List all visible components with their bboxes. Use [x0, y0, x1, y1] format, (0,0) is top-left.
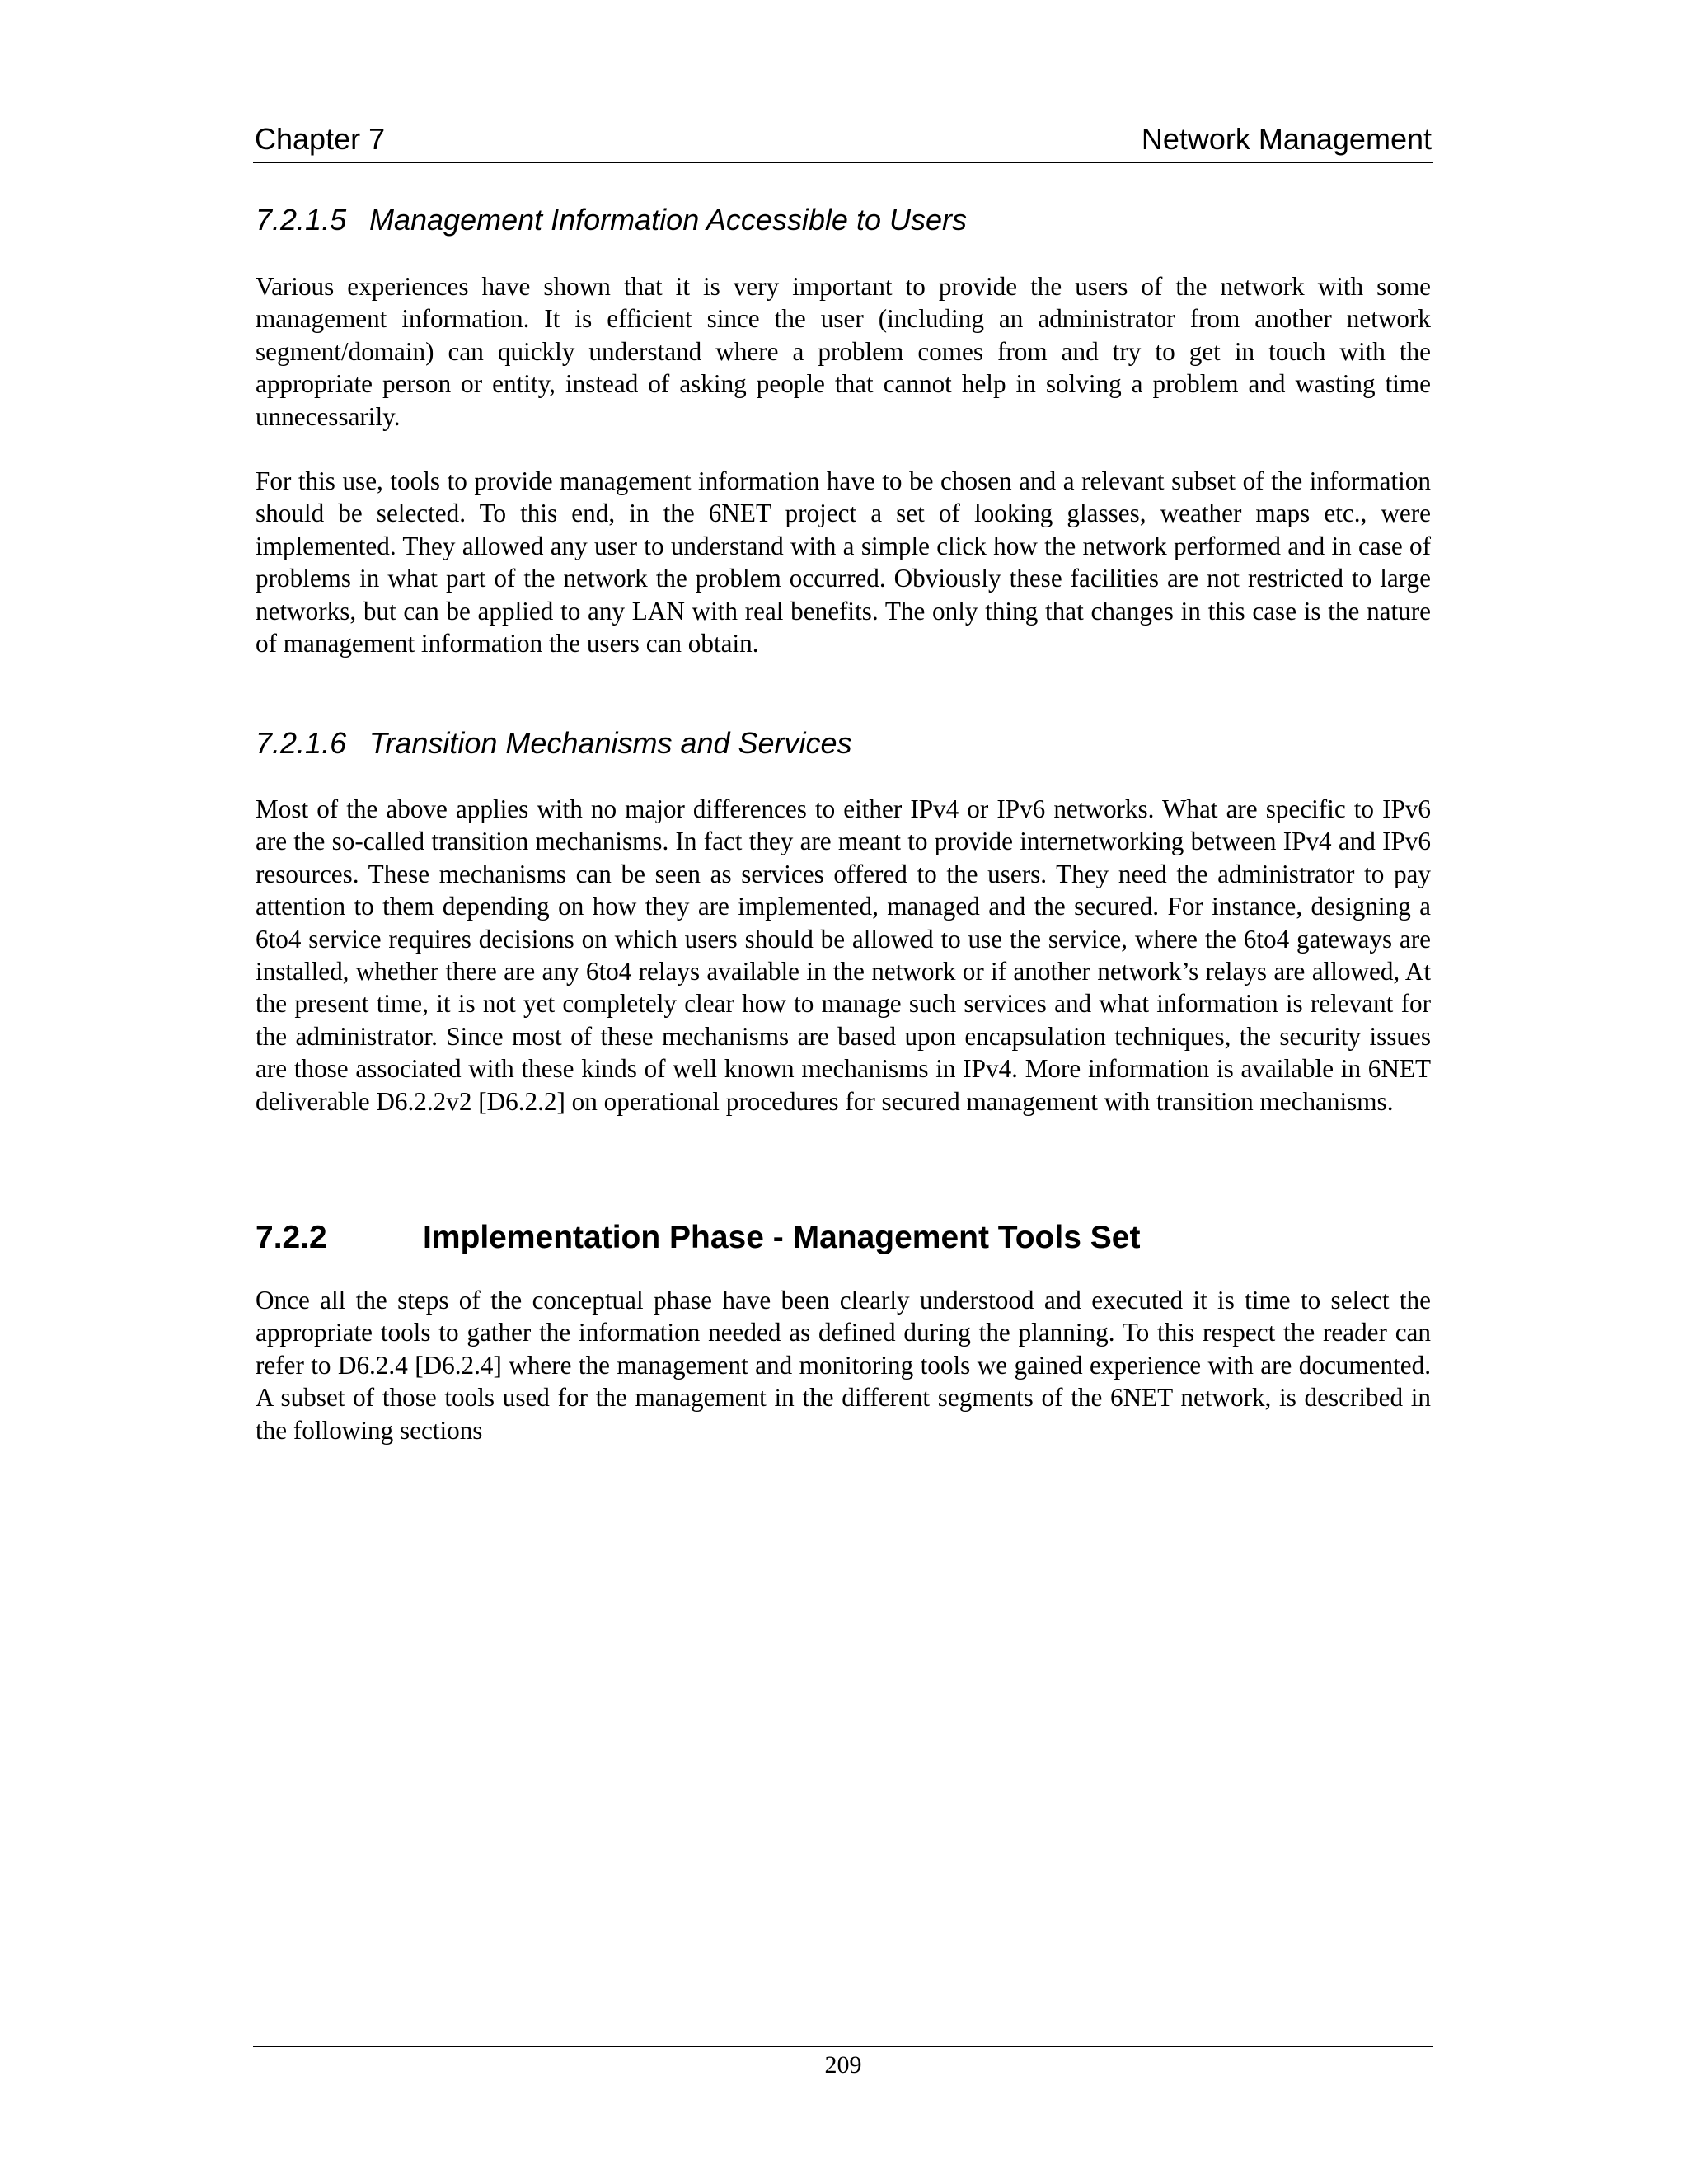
paragraph: Various experiences have shown that it is very important to provide the users of the network with some management information. It is efficient since the user (including an administrator from another network segment/domain) can quickly understand where a problem comes from and try to get in touch with the appropriate person or entity, instead of asking people that cannot help in solving a problem and wasting time unnecessarily.	[256, 272, 1431, 431]
paragraph: Most of the above applies with no major differences to either IPv4 or IPv6 networks. What are specific to IPv6 are the so-called transition mechanisms. In fact they are meant to provide internetworking between IPv4 and IPv6 resources. These mechanisms can be seen as services offered to the users. They need the administrator to pay attention to them depending on how they are implemented, managed and the secured. For instance, designing a 6to4 service requires decisions on which users should be allowed to use the service, where the 6to4 gateways are installed, whether there are any 6to4 relays available in the network or if another network’s relays are allowed, At the present time, it is not yet completely clear how to manage such services and what information is relevant for the administrator. Since most of these mechanisms are based upon encapsulation techniques, the security issues are those associated with these kinds of well known mechanisms in IPv4. More information is available in 6NET deliverable D6.2.2v2 [D6.2.2] on operational procedures for secured management with transition mechanisms.	[256, 794, 1431, 1116]
chapter-label: Chapter 7	[255, 122, 386, 156]
paragraph: For this use, tools to provide management information have to be chosen and a relevant subset of the information should be selected. To this end, in the 6NET project a set of looking glasses, weather maps etc., were implemented. They allowed any user to understand with a simple click how the network performed and in case of problems in what part of the network the problem occurred. Obviously these facilities are not restricted to large networks, but can be applied to any LAN with real benefits. The only thing that changes in this case is the nature of management information the users can obtain.	[256, 466, 1431, 658]
section-number: 7.2.1.6	[256, 726, 347, 760]
section-heading-7-2-1-6	[256, 725, 852, 762]
section-title: Management Information Accessible to Users	[369, 203, 967, 237]
page-number: 209	[824, 2051, 862, 2079]
section-title: Implementation Phase - Management Tools Set	[423, 1220, 1141, 1255]
paragraph: Once all the steps of the conceptual phase have been clearly understood and executed it is time to select the appropriate tools to gather the information needed as defined during the planning. To this respect the reader can refer to D6.2.4 [D6.2.4] where the management and monitoring tools we gained experience with are documented. A subset of those tools used for the management in the different segments of the 6NET network, is described in the following sections	[256, 1286, 1431, 1445]
document-page	[253, 0, 1433, 2184]
section-heading-7-2-2	[256, 1218, 1140, 1258]
section-number: 7.2.2	[256, 1220, 327, 1255]
header-section-title: Network Management	[1141, 122, 1432, 156]
section-title: Transition Mechanisms and Services	[369, 726, 852, 760]
footer-rule	[253, 2046, 1433, 2047]
section-heading-7-2-1-5	[256, 202, 967, 238]
running-header	[253, 120, 1433, 163]
section-number: 7.2.1.5	[256, 203, 347, 237]
